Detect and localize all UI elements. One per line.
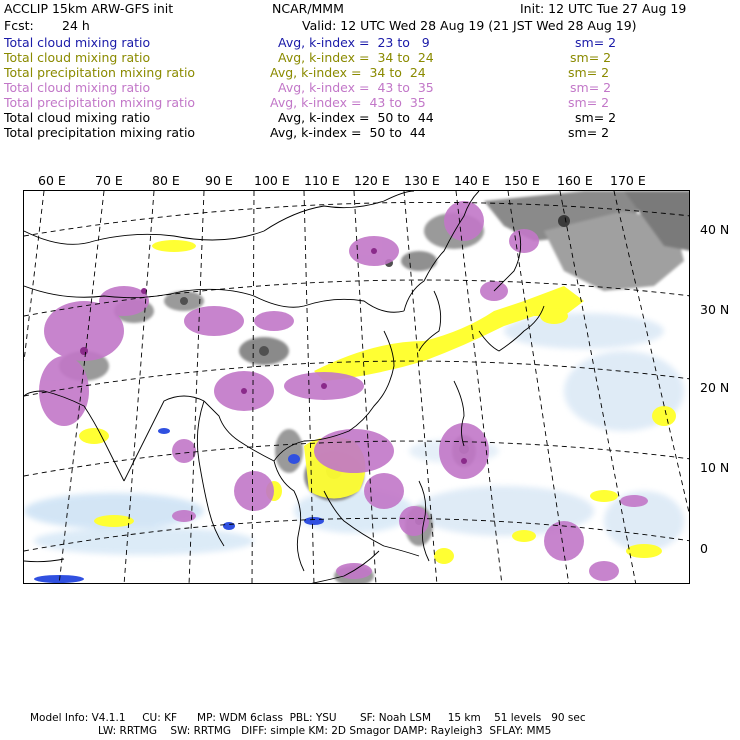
lon-label: 170 E [610, 173, 646, 188]
lat-label: 0 [700, 541, 708, 556]
lon-label: 130 E [404, 173, 440, 188]
legend-avg: Avg, k-index = 43 to 35 [278, 80, 434, 95]
legend-avg: Avg, k-index = 50 to 44 [278, 110, 434, 125]
lon-label: 160 E [557, 173, 593, 188]
legend-sm: sm= 2 [568, 65, 610, 80]
legend-sm: sm= 2 [575, 35, 617, 50]
legend-field: Total cloud mixing ratio [4, 50, 151, 65]
lon-label: 70 E [95, 173, 123, 188]
legend-avg: Avg, k-index = 50 to 44 [270, 125, 426, 140]
legend-avg: Avg, k-index = 34 to 24 [278, 50, 434, 65]
fcst-label: Fcst: [4, 18, 34, 33]
legend-avg: Avg, k-index = 43 to 35 [270, 95, 426, 110]
map-panel [23, 190, 690, 584]
legend-field: Total precipitation mixing ratio [4, 65, 196, 80]
model-info-line2: LW: RRTMG SW: RRTMG DIFF: simple KM: 2D Smagor DAMP: Rayleigh3 SFLAY: MM5 [98, 725, 552, 737]
legend-field: Total cloud mixing ratio [4, 80, 151, 95]
legend-avg: Avg, k-index = 23 to 9 [278, 35, 430, 50]
lat-label: 40 N [700, 222, 730, 237]
lat-label: 30 N [700, 302, 730, 317]
legend-field: Total precipitation mixing ratio [4, 95, 196, 110]
legend-field: Total precipitation mixing ratio [4, 125, 196, 140]
legend-avg: Avg, k-index = 34 to 24 [270, 65, 426, 80]
legend-sm: sm= 2 [570, 50, 612, 65]
legend-field: Total cloud mixing ratio [4, 35, 151, 50]
lon-label: 120 E [354, 173, 390, 188]
map-canvas [24, 191, 690, 584]
legend-sm: sm= 2 [570, 80, 612, 95]
legend-sm: sm= 2 [568, 95, 610, 110]
lon-label: 100 E [254, 173, 290, 188]
init-time: Init: 12 UTC Tue 27 Aug 19 [520, 1, 687, 16]
lon-label: 110 E [304, 173, 340, 188]
lon-label: 90 E [205, 173, 233, 188]
lat-label: 20 N [700, 380, 730, 395]
legend-sm: sm= 2 [568, 125, 610, 140]
valid-time: Valid: 12 UTC Wed 28 Aug 19 (21 JST Wed 28 Aug 19) [302, 18, 637, 33]
lat-label: 10 N [700, 460, 730, 475]
model-title: ACCLIP 15km ARW-GFS init [4, 1, 174, 16]
org-label: NCAR/MMM [272, 1, 344, 16]
lon-label: 60 E [38, 173, 66, 188]
legend-field: Total cloud mixing ratio [4, 110, 151, 125]
lon-label: 140 E [454, 173, 490, 188]
lon-label: 80 E [152, 173, 180, 188]
legend-sm: sm= 2 [575, 110, 617, 125]
model-info-line1: Model Info: V4.1.1 CU: KF MP: WDM 6class PBL: YSU SF: Noah LSM 15 km 51 levels 90 sec [30, 712, 586, 724]
lon-label: 150 E [504, 173, 540, 188]
fcst-value: 24 h [62, 18, 90, 33]
